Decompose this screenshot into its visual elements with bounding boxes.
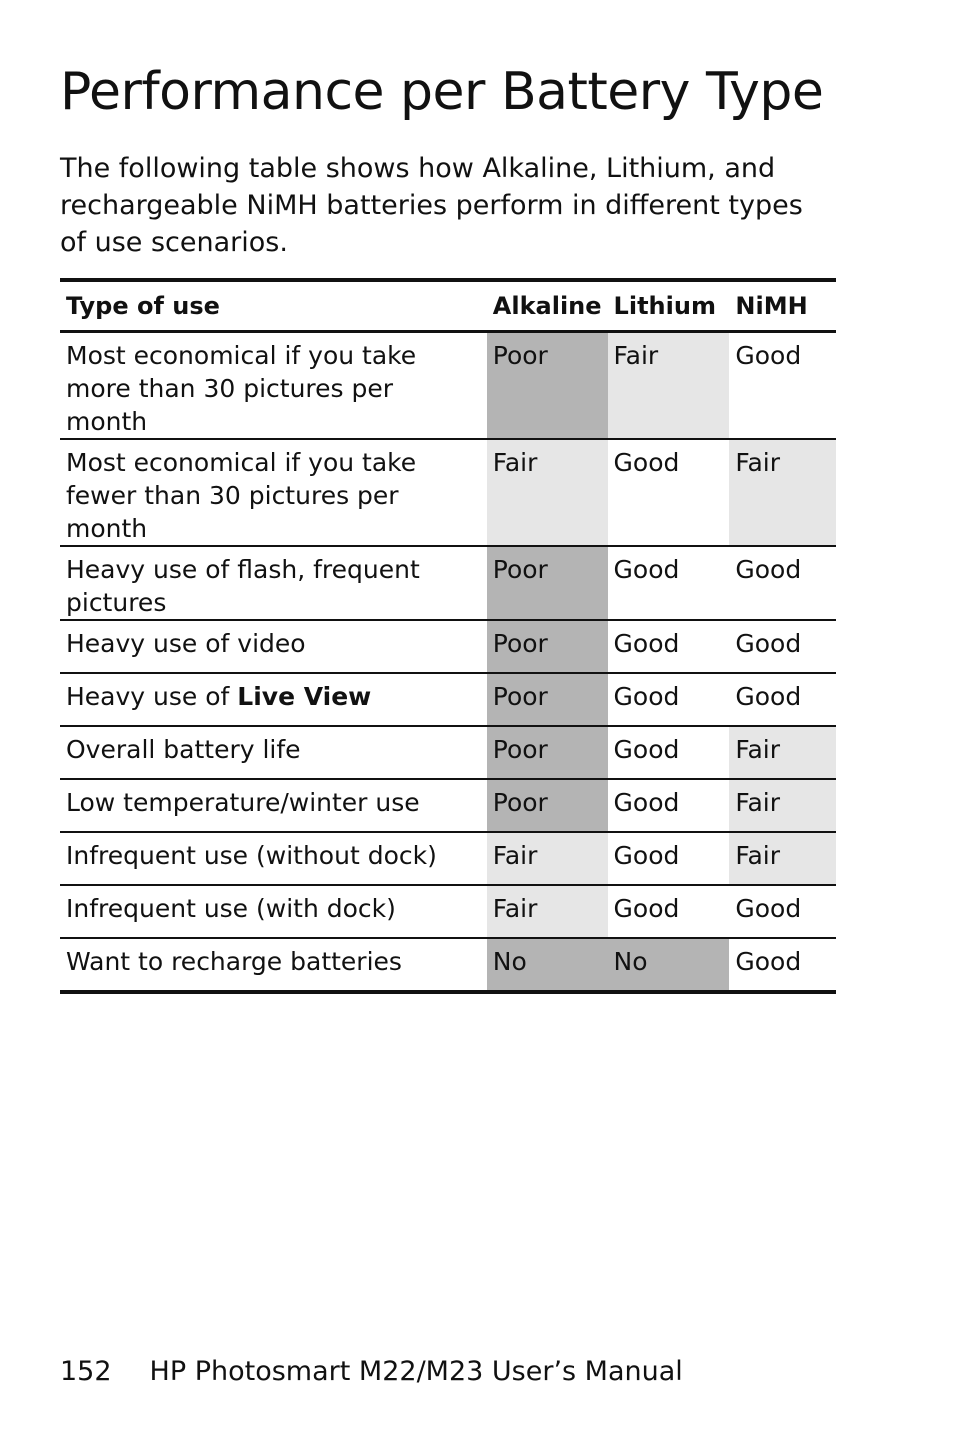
nimh-rating: Fair	[729, 779, 836, 832]
page-title: Performance per Battery Type	[60, 62, 824, 122]
alkaline-rating: Fair	[487, 439, 608, 546]
use-cell	[60, 673, 487, 726]
alkaline-rating: Poor	[487, 620, 608, 673]
nimh-rating: Good	[729, 885, 836, 938]
table-row	[60, 620, 836, 673]
alkaline-rating: No	[487, 938, 608, 992]
alkaline-rating: Poor	[487, 779, 608, 832]
nimh-rating: Good	[729, 673, 836, 726]
alkaline-rating: Poor	[487, 546, 608, 620]
nimh-rating: Fair	[729, 726, 836, 779]
table-row	[60, 673, 836, 726]
header-nimh: NiMH	[729, 280, 836, 332]
lithium-rating: Good	[608, 546, 730, 620]
nimh-rating: Good	[729, 938, 836, 992]
lithium-rating: Good	[608, 673, 730, 726]
battery-performance-table	[60, 278, 836, 994]
table-row	[60, 546, 836, 620]
table-row	[60, 938, 836, 992]
header-type-of-use: Type of use	[60, 280, 487, 332]
use-cell: Infrequent use (with dock)	[60, 885, 487, 938]
lithium-rating: Good	[608, 779, 730, 832]
table-row	[60, 726, 836, 779]
lithium-rating: Good	[608, 620, 730, 673]
use-prefix: Heavy use of	[66, 682, 238, 711]
nimh-rating: Good	[729, 546, 836, 620]
use-cell: Want to recharge batteries	[60, 938, 487, 992]
alkaline-rating: Poor	[487, 332, 608, 440]
lithium-rating: Good	[608, 439, 730, 546]
use-cell: Low temperature/winter use	[60, 779, 487, 832]
use-cell: Most economical if you take more than 30 pictures per month	[60, 332, 487, 440]
lithium-rating: No	[608, 938, 730, 992]
nimh-rating: Fair	[729, 439, 836, 546]
nimh-rating: Fair	[729, 832, 836, 885]
manual-title: HP Photosmart M22/M23 User’s Manual	[149, 1356, 683, 1387]
use-cell: Overall battery life	[60, 726, 487, 779]
table-row	[60, 439, 836, 546]
use-cell: Most economical if you take fewer than 30 pictures per month	[60, 439, 487, 546]
alkaline-rating: Poor	[487, 673, 608, 726]
alkaline-rating: Fair	[487, 885, 608, 938]
intro-paragraph: The following table shows how Alkaline, Lithium, and rechargeable NiMH batteries perform in different types of use scenarios.	[60, 153, 803, 258]
header-lithium: Lithium	[608, 280, 730, 332]
page-footer	[60, 1356, 683, 1387]
alkaline-rating: Poor	[487, 726, 608, 779]
lithium-rating: Good	[608, 885, 730, 938]
table-row	[60, 779, 836, 832]
alkaline-rating: Fair	[487, 832, 608, 885]
nimh-rating: Good	[729, 620, 836, 673]
table-header-row	[60, 280, 836, 332]
header-alkaline: Alkaline	[487, 280, 608, 332]
table-row	[60, 885, 836, 938]
page-number: 152	[60, 1356, 112, 1387]
lithium-rating: Good	[608, 832, 730, 885]
lithium-rating: Fair	[608, 332, 730, 440]
nimh-rating: Good	[729, 332, 836, 440]
live-view-label: Live View	[237, 682, 372, 711]
use-cell: Infrequent use (without dock)	[60, 832, 487, 885]
table-row	[60, 832, 836, 885]
lithium-rating: Good	[608, 726, 730, 779]
table-row	[60, 332, 836, 440]
use-cell: Heavy use of flash, frequent pictures	[60, 546, 487, 620]
use-cell: Heavy use of video	[60, 620, 487, 673]
